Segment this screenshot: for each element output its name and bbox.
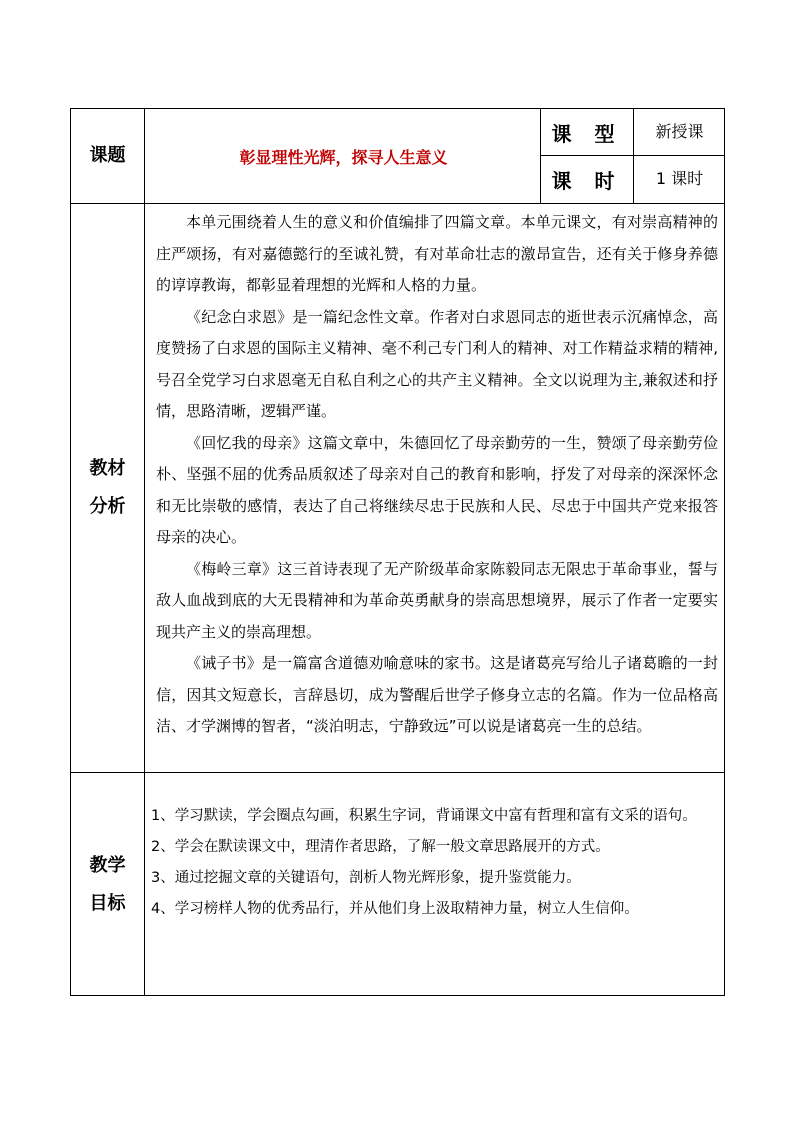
analysis-paragraph: 《梅岭三章》这三首诗表现了无产阶级革命家陈毅同志无限忠于革命事业，誓与敌人血战到底的大无畏精神和为革命英勇献身的崇高思想境界，展示了作者一定要实现共产主义的崇高理想。 bbox=[156, 559, 718, 641]
lesson-title: 彰显理性光辉，探寻人生意义 bbox=[239, 147, 448, 167]
topic-label: 课题 bbox=[89, 145, 126, 166]
header-row-divider bbox=[71, 203, 725, 204]
label-column-divider bbox=[144, 109, 145, 996]
lesson-plan-table bbox=[70, 108, 725, 996]
goals-label-line2: 目标 bbox=[89, 892, 126, 914]
lesson-hours-value: 1 课时 bbox=[655, 168, 704, 188]
goal-item: 3、通过挖掘文章的关键语句，剖析人物光辉形象，提升鉴赏能力。 bbox=[151, 870, 581, 886]
analysis-label-line1: 教材 bbox=[89, 458, 126, 479]
analysis-label-line2: 分析 bbox=[89, 496, 126, 517]
lesson-type-label: 课 型 bbox=[551, 121, 623, 146]
analysis-content bbox=[156, 207, 718, 743]
analysis-paragraph: 《纪念白求恩》是一篇纪念性文章。作者对白求恩同志的逝世表示沉痛悼念，高度赞扬了白求恩的国际主义精神、毫不利己专门利人的精神、对工作精益求精的精神,号召全党学习白求恩毫无自私自利之心的共产主义精神。全文以说理为主,兼叙述和抒情，思路清晰，逻辑严谨。 bbox=[156, 307, 718, 420]
lesson-hours-label: 课 时 bbox=[551, 169, 623, 193]
analysis-label bbox=[71, 204, 144, 772]
analysis-paragraph: 《回忆我的母亲》这篇文章中，朱德回忆了母亲勤劳的一生，赞颂了母亲勤劳俭朴、坚强不屈的优秀品质叙述了母亲对自己的教育和影响，抒发了对母亲的深深怀念和无比崇敬的感情，表达了自己将继续尽忠于民族和人民、尽忠于中国共产党来报答母亲的决心。 bbox=[156, 433, 718, 546]
analysis-paragraph: 本单元围绕着人生的意义和价值编排了四篇文章。本单元课文，有对崇高精神的庄严颂扬，有对嘉德懿行的至诚礼赞，有对革命壮志的激昂宣告，还有关于修身养德的谆谆教诲，都彰显着理想的光辉和人格的力量。 bbox=[156, 213, 718, 294]
analysis-row-divider bbox=[71, 772, 725, 773]
analysis-paragraph: 《诫子书》是一篇富含道德劝喻意味的家书。这是诸葛亮写给儿子诸葛瞻的一封信，因其文短意长，言辞恳切，成为警醒后世学子修身立志的名篇。作为一位品格高洁、才学渊博的智者，“淡泊明志，宁静致远”可以说是诸葛亮一生的总结。 bbox=[156, 654, 718, 735]
goal-item: 1、学习默读，学会圈点勾画，积累生字词，背诵课文中富有哲理和富有文采的语句。 bbox=[151, 808, 697, 824]
goals-label bbox=[71, 773, 144, 996]
goals-label-line1: 教学 bbox=[89, 854, 126, 876]
goals-content bbox=[151, 801, 718, 925]
goal-item: 2、学会在默读课文中，理清作者思路，了解一般文章思路展开的方式。 bbox=[151, 839, 610, 855]
goal-item: 4、学习榜样人物的优秀品行，并从他们身上汲取精神力量，树立人生信仰。 bbox=[151, 901, 639, 917]
lesson-type-value: 新授课 bbox=[655, 121, 704, 141]
